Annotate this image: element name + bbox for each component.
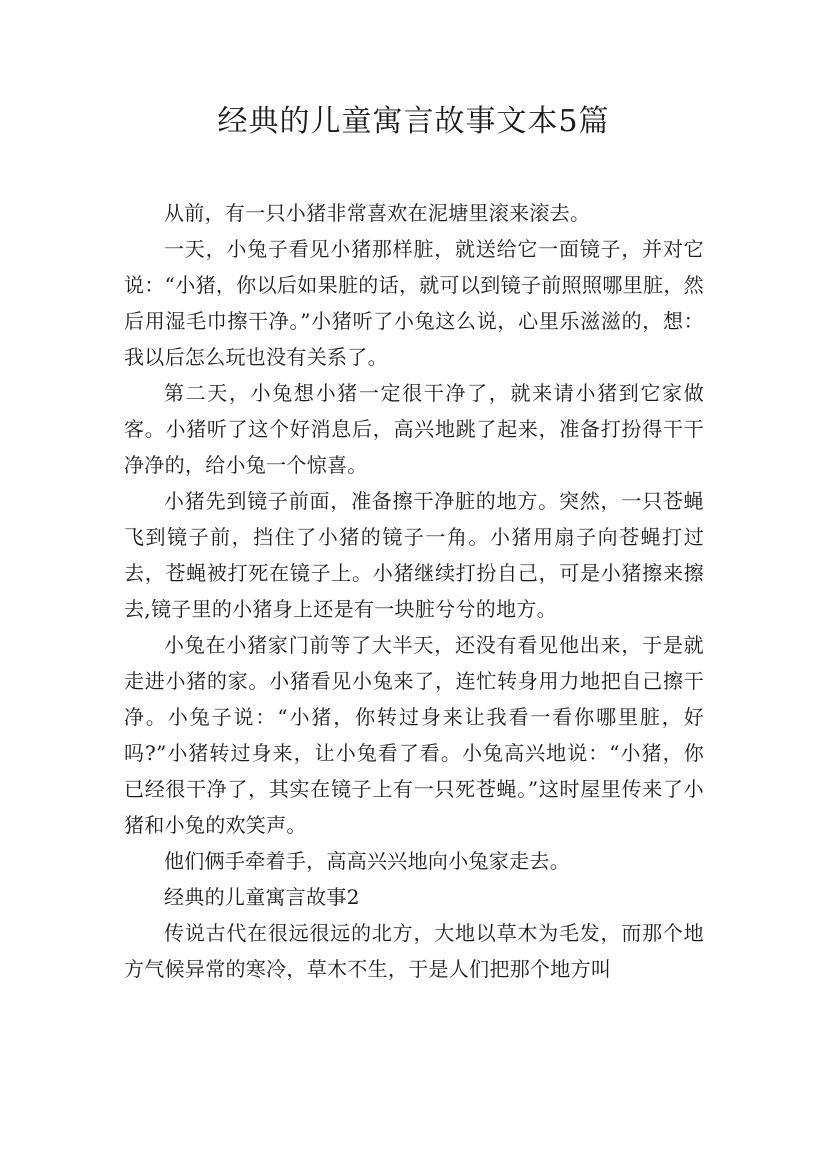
section-heading-story-2: 经典的儿童寓言故事2 bbox=[164, 885, 360, 909]
paragraph-5: 小兔在小猪家门前等了大半天，还没有看见他出来，于是就走进小猪的家。小猪看见小兔来了，连忙转身用力地把自己擦干净。小兔子说：“小猪，你转过身来让我看一看你哪里脏，好吗?”小猪转过身来，让小兔看了看。小兔高兴地说：“小猪，你已经很干净了，其实在镜子上有一只死苍蝇。”这时屋里传来了小猪和小兔的欢笑声。 bbox=[124, 633, 704, 837]
paragraph-6: 他们俩手牵着手，高高兴兴地向小兔家走去。 bbox=[164, 849, 570, 873]
paragraph-4: 小猪先到镜子前面，准备擦干净脏的地方。突然，一只苍蝇飞到镜子前，挡住了小猪的镜子一角。小猪用扇子向苍蝇打过去，苍蝇被打死在镜子上。小猪继续打扮自己，可是小猪擦来擦去,镜子里的小猪身上还是有一块脏兮兮的地方。 bbox=[124, 489, 704, 621]
document-body bbox=[124, 195, 704, 987]
paragraph-1: 从前，有一只小猪非常喜欢在泥塘里滚来滚去。 bbox=[164, 201, 591, 225]
document-title: 经典的儿童寓言故事文本5篇 bbox=[217, 104, 610, 139]
paragraph-2: 一天，小兔子看见小猪那样脏，就送给它一面镜子，并对它说：“小猪，你以后如果脏的话，就可以到镜子前照照哪里脏，然后用湿毛巾擦干净。”小猪听了小兔这么说，心里乐滋滋的，想：我以后怎么玩也没有关系了。 bbox=[124, 237, 704, 369]
paragraph-3: 第二天，小兔想小猪一定很干净了，就来请小猪到它家做客。小猪听了这个好消息后，高兴地跳了起来，准备打扮得干干净净的，给小兔一个惊喜。 bbox=[124, 381, 704, 477]
paragraph-7: 传说古代在很远很远的北方，大地以草木为毛发，而那个地方气候异常的寒冷，草木不生，于是人们把那个地方叫 bbox=[124, 921, 704, 981]
